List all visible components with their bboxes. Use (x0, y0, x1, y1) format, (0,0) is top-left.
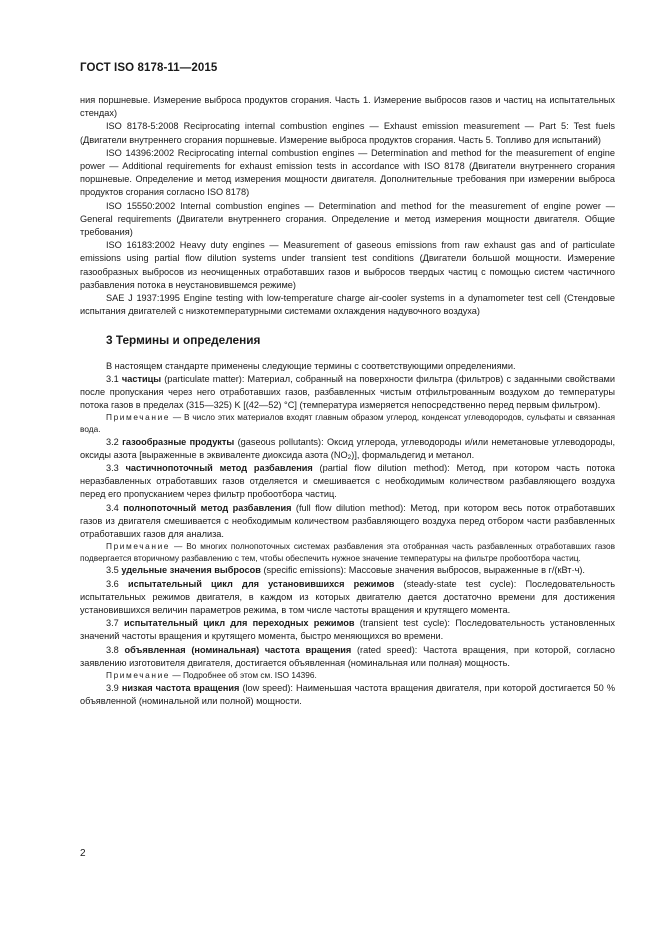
reference-iso-14396: ISO 14396:2002 Reciprocating internal combustion engines — Determination and method for the measurement of engine power — Additional requirements for exhaust emission tests in accordance with ISO 8178 (Двигатели внутреннего сгорания поршневые. Определение и метод измерения мощности двигателя. Дополнительные требования при измерении выброса продуктов сгорания согласно ISO 8178) (80, 147, 615, 198)
note-label: Примечание (106, 670, 171, 681)
reference-iso-8178-5: ISO 8178-5:2008 Reciprocating internal combustion engines — Exhaust emission measurement — Part 5: Test fuels (Двигатели внутреннего сгорания поршневые. Измерение выброса продуктов сгорания. Часть 5. Топливо для испытаний) (80, 121, 615, 145)
term-name: газообразные продукты (122, 436, 235, 447)
reference-sae-j1937: SAE J 1937:1995 Engine testing with low-temperature charge air-cooler systems in a dynamometer test cell (Стендовые испытания двигателей с низкотемпературными системами охлаждения надувочного воздуха) (80, 293, 615, 317)
term-name: полнопоточный метод разбавления (123, 502, 292, 513)
page-number: 2 (80, 848, 86, 859)
note-1: Примечание — В число этих материалов входят главным образом углерод, конденсат углеводородов, сульфаты и связанная вода. (80, 412, 615, 435)
term-3-7: 3.7 испытательный цикл для переходных режимов (transient test cycle): Последовательность установленных значений частоты вращения и крутящего момента, быстро меняющихся во времени. (80, 618, 615, 642)
document-header: ГОСТ ISO 8178-11—2015 (80, 62, 218, 74)
note-label: Примечание (106, 412, 171, 423)
note-2: Примечание — Во многих полнопоточных системах разбавления эта отобранная часть разбавленных отработавших газов подвергается вторичному разбавлению с тем, чтобы обеспечить нужное значение температуры на фильтре пробоотбора частиц. (80, 541, 615, 563)
term-3-1: 3.1 частицы (particulate matter): Материал, собранный на поверхности фильтра (фильтров) с заданными свойствами после пропускания через него отработавших газов, разбавленных чистым отфильтрованным воздухом до температуры потока газов в пределах (315—325) K [(42—52) °C] (температура измеряется непосредственно перед первым фильтром). (80, 373, 616, 411)
term-name: частицы (121, 373, 162, 384)
term-name: удельные значения выбросов (121, 565, 261, 576)
term-3-3: 3.3 частичнопоточный метод разбавления (partial flow dilution method): Метод, при котором часть потока неразбавленных отработавших газов отделяется и смешивается с необходимым количеством разбавляющего воздуха перед его пропусканием через фильтр пробоотбора частиц. (80, 463, 615, 500)
term-name: испытательный цикл для установившихся режимов (127, 578, 395, 589)
term-3-6: 3.6 испытательный цикл для установившихся режимов (steady-state test cycle): Последовательность испытательных режимов двигателя, в каждом из которых двигателю дается достаточно времени для достижения установившихся величин параметров режима, в том числе частоты вращения и крутящего момента. (80, 578, 615, 616)
term-name: объявленная (номинальная) частота вращения (124, 644, 352, 655)
reference-iso-16183: ISO 16183:2002 Heavy duty engines — Measurement of gaseous emissions from raw exhaust gas and of particulate emissions using partial flow dilution systems under transient test conditions (Двигатели большой мощности. Измерение газообразных выбросов из неочищенных отработавших газов и выбросов твердых частиц с помощью систем частичного разбавления потока в неустановившемся режиме) (80, 240, 615, 290)
reference-continuation: ния поршневые. Измерение выброса продуктов сгорания. Часть 1. Измерение выбросов газов и частиц на испытательных стендах) (80, 95, 615, 119)
term-3-5: 3.5 удельные значения выбросов (specific emissions): Массовые значения выбросов, выраженные в г/(кВт·ч). (106, 565, 585, 576)
term-3-8: 3.8 объявленная (номинальная) частота вращения (rated speed): Частота вращения, при которой, согласно заявлению изготовителя двигателя, достигается объявленная (номинальная или полная) мощность. (80, 644, 615, 668)
term-3-4: 3.4 полнопоточный метод разбавления (full flow dilution method): Метод, при котором весь поток отработавших газов из двигателя смешивается с необходимым количеством разбавляющего воздуха перед отбором части разбавленных отработавших газов для анализа. (80, 502, 615, 540)
reference-iso-15550: ISO 15550:2002 Internal combustion engines — Determination and method for the measurement of engine power — General requirements (Двигатели внутреннего сгорания. Определение и метод измерения мощности двигателя. Общие требования) (80, 200, 615, 238)
term-name: низкая частота вращения (121, 682, 240, 693)
document-body (80, 94, 615, 708)
section-intro: В настоящем стандарте применены следующие термины с соответствующими определениями. (106, 360, 516, 371)
term-name: испытательный цикл для переходных режимов (124, 618, 355, 629)
term-name: частичнопоточный метод разбавления (125, 463, 313, 474)
note-3: Примечание — Подробнее об этом см. ISO 14396. (106, 670, 317, 681)
term-3-2: 3.2 газообразные продукты (gaseous pollutants): Оксид углерода, углеводороды и/или неметановые углеводороды, оксиды азота [выраженные в эквиваленте диоксида азота $(NO_2)$], формальдегид и метанол. (80, 436, 615, 461)
section-title: 3 Термины и определения (106, 333, 261, 348)
note-label: Примечание (106, 541, 171, 552)
term-3-9: 3.9 низкая частота вращения (low speed): Наименьшая частота вращения двигателя, при которой достигается 50 % объявленной (номинальной или полной) мощности. (80, 682, 615, 706)
